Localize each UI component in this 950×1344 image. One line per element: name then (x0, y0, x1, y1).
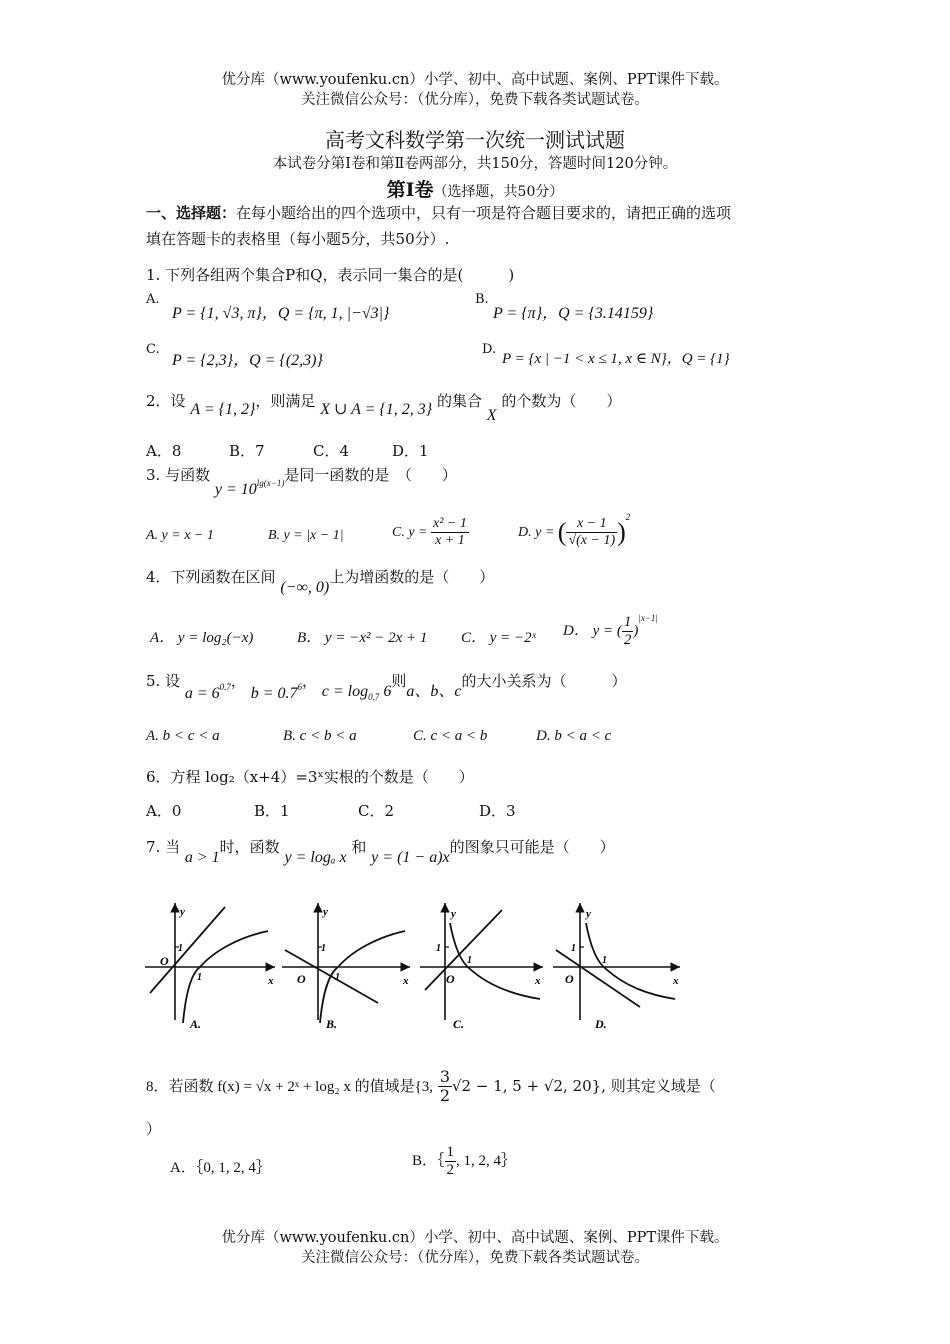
footer-line-1: 优分库（www.youfenku.cn）小学、初中、高中试题、案例、PPT课件下载。 (221, 1230, 729, 1246)
header-line-1: 优分库（www.youfenku.cn）小学、初中、高中试题、案例、PPT课件下载。 (221, 72, 729, 88)
q5-vars: a、b、c (406, 683, 462, 700)
q7-graph-a-origin: O (160, 954, 169, 968)
q3-option-a: A. y = x − 1 (146, 528, 214, 543)
q3-c-label: C. y = (392, 524, 428, 540)
q3-c-fraction (431, 516, 469, 549)
q7-f1: y = logₐ x (284, 849, 347, 866)
q2-expr-2: X ∪ A = {1, 2, 3} (320, 401, 433, 418)
q1-d-expr: P = {x | −1 < x ≤ 1, x ∈ N}，Q = {1} (502, 351, 730, 367)
q2-option-d: D．1 (392, 442, 429, 460)
q7-stem-a: 7. 当 (146, 838, 181, 856)
q8-fraction (438, 1068, 452, 1106)
q3-expr-base: y = 10 (214, 481, 257, 498)
q1-b-label: B. (475, 292, 489, 307)
q3-d-num: x − 1 (566, 516, 617, 533)
q6-stem: 6．方程 log₂（x+4）=3ˣ实根的个数是（ ） (146, 768, 474, 786)
q4-d-tail: ) (633, 623, 639, 640)
q5-option-d: D. b < a < c (536, 728, 612, 744)
q4-stem-a: 4．下列函数在区间 (146, 568, 276, 586)
q4-option-b: B． y = −x² − 2x + 1 (297, 630, 428, 646)
q5-b-exp: 6 (297, 682, 302, 692)
q5-expr-b (250, 682, 302, 702)
q7-graph-a-tick-x: 1 (197, 972, 202, 983)
q7-f2: y = (1 − a)x (371, 849, 450, 866)
q7-graph-d (553, 903, 680, 1031)
q7-graph-b-tick-x: 1 (335, 972, 340, 983)
q3-d-den: √(x − 1) (568, 533, 616, 549)
q7-graph-a-x-label: x (268, 975, 274, 987)
q7-graph-c-label: C. (453, 1017, 465, 1031)
q6-option-c: C．2 (358, 802, 395, 820)
q1-c-label: C. (146, 342, 160, 357)
part1-note: （选择题，共50分） (433, 184, 564, 200)
q3-c-den: x + 1 (435, 533, 465, 549)
q1-b-expr: P = {π}，Q = {3.14159} (493, 305, 654, 322)
q2-expr-1: A = {1, 2} (190, 401, 256, 418)
q5-stem: 5. 设 $a = 6^{0.7}$， $b = 0.7^6$， $c = \log_{0.7} 6$则a、b、c的大小关系为（ ） (146, 672, 627, 702)
q7-graph-d-x-label: x (673, 975, 679, 987)
section1-text1: 在每小题给出的四个选项中，只有一项是符合题目要求的，请把正确的选项 (236, 204, 732, 222)
q8-stem-c: ） (146, 1120, 162, 1138)
q7-stem-d: 的图象只可能是（ ） (449, 838, 615, 856)
q3-expr-sup: lg(x−1) (256, 478, 285, 488)
q7-graph-c-tick-y: 1 (436, 943, 441, 954)
section1-line1 (146, 202, 731, 223)
q4-option-a: A． y = log₂(−x) (150, 630, 254, 646)
q8-b-label: B．｛ (412, 1153, 445, 1170)
q7-graphs (140, 895, 690, 1045)
q3-stem-b: 是同一函数的是 （ ） (284, 466, 457, 484)
q8-stem (146, 1068, 716, 1106)
q7-graph-b-tick-y: 1 (321, 943, 326, 954)
q5-stem-c: 的大小关系为（ ） (461, 672, 627, 690)
q7-graph-c-curve (450, 923, 540, 999)
q2-stem-c: 的集合 (436, 392, 482, 410)
q1-d-label: D. (482, 342, 497, 357)
q2-stem (146, 390, 622, 424)
q7-graph-a-y-label: y (180, 906, 185, 918)
q4-stem (146, 566, 495, 596)
q3-option-c (392, 516, 469, 549)
q8-b-den: 2 (446, 1162, 455, 1179)
q8-frac-den: 2 (439, 1086, 450, 1106)
q5-c-tail: 6 (379, 683, 392, 700)
q3-option-b: B. y = |x − 1| (268, 528, 344, 543)
q4-stem-b: 上为增函数的是（ ） (329, 568, 495, 586)
q7-graph-c-x-label: x (535, 975, 541, 987)
q7-graph-b-origin: O (297, 972, 306, 986)
q8-stem-a: 8．若函数 f(x) = √x + 2ˣ + log₂ x 的值域是{3, (146, 1078, 434, 1095)
q7-graph-d-y-label: y (586, 908, 591, 920)
q7-stem-b: 时，函数 (219, 838, 280, 856)
q5-c-sub: 0.7 (368, 692, 380, 702)
q4-interval: (−∞, 0) (280, 579, 330, 596)
q7-stem (146, 836, 615, 866)
q7-graph-b (282, 903, 410, 1031)
q7-graph-c-origin: O (446, 972, 455, 986)
q7-graph-b-x-label: x (403, 975, 409, 987)
q2-option-a: A．8 (146, 442, 182, 460)
section1-text2: 填在答题卡的表格里（每小题5分，共50分）. (146, 230, 450, 248)
q1-a-expr: P = {1, √3, π}，Q = {π, 1, |−√3|} (172, 305, 390, 322)
q4-d-exp: |x−1| (638, 613, 658, 624)
q2-stem-b: ，则满足 (255, 392, 316, 410)
q5-b-base: b = 0.7 (250, 685, 298, 702)
q8-frac-num: 3 (439, 1067, 450, 1086)
part1-title: 第Ⅰ卷 (386, 179, 434, 201)
q1-c-expr: P = {2,3}，Q = {(2,3)} (172, 352, 323, 369)
q4-option-c: C． y = −2ˣ (461, 630, 536, 646)
part1-heading (0, 175, 950, 202)
q7-stem-c: 和 (351, 838, 367, 856)
q7-graph-d-tick-x: 1 (602, 955, 607, 966)
q3-option-d: D. y = ( $\frac{x - 1}{√(x - 1)}$ )$^2$ (518, 511, 631, 549)
q3-stem-a: 3. 与函数 (146, 466, 211, 484)
q7-graph-d-label: D. (595, 1017, 607, 1031)
q5-option-a: A. b < c < a (146, 728, 220, 744)
header-line-2: 关注微信公众号：（优分库），免费下载各类试题试卷。 (301, 92, 649, 108)
q8-b-fraction (445, 1144, 457, 1180)
subtitle: 本试卷分第Ⅰ卷和第Ⅱ卷两部分，共150分，答题时间120分钟。 (272, 156, 678, 172)
q7-graph-c-y-label: y (451, 908, 456, 920)
q6-option-d: D．3 (479, 802, 516, 820)
q7-graph-a-label: A. (190, 1017, 202, 1031)
q1-stem: 1. 下列各组两个集合P和Q，表示同一集合的是( ) (146, 266, 515, 284)
q2-option-b: B．7 (229, 442, 265, 460)
q6-option-b: B．1 (254, 802, 290, 820)
q5-option-b: B. c < b < a (283, 728, 357, 744)
q4-d-label: D． y = ( (563, 623, 622, 640)
q2-expr-3: X (486, 407, 497, 424)
q7-graph-b-label: B. (326, 1017, 338, 1031)
section1-label: 一、选择题： (146, 204, 237, 222)
q5-expr-a (184, 682, 231, 702)
q7-graph-a-log-curve (183, 931, 268, 1023)
q5-expr-c (322, 683, 392, 700)
q4-option-d (563, 614, 658, 650)
q6-option-a: A．0 (146, 802, 182, 820)
q7-graph-d-curve (586, 923, 675, 999)
q7-graph-d-origin: O (565, 972, 574, 986)
q8-option-a: A．｛0, 1, 2, 4｝ (170, 1160, 271, 1176)
q2-stem-a: 2．设 (146, 392, 186, 410)
q3-expr (214, 478, 285, 498)
q8-option-b (412, 1144, 516, 1180)
q5-a-exp: 0.7 (219, 682, 231, 692)
q3-stem (146, 464, 457, 498)
q8-stem-b: √2 − 1, 5 + √2, 20}, 则其定义域是（ (452, 1076, 716, 1095)
q3-d-label: D. y = (518, 524, 555, 540)
q1-a-label: A. (146, 292, 160, 307)
q7-cond: a > 1 (184, 849, 220, 866)
q7-graph-a-tick-y: 1 (178, 943, 183, 954)
q5-a-base: a = 6 (184, 685, 220, 702)
q4-d-den: 2 (623, 632, 632, 649)
q5-option-c: C. c < a < b (413, 728, 488, 744)
q5-c-base: c = log (321, 683, 369, 700)
q8-b-num: 1 (445, 1144, 457, 1162)
q3-c-num: x² − 1 (431, 516, 469, 533)
q7-graph-a-line (150, 907, 225, 993)
q4-d-num: 1 (622, 614, 634, 632)
q7-graph-d-tick-y: 1 (571, 943, 576, 954)
q2-stem-d: 的个数为（ ） (501, 392, 622, 410)
q7-graph-b-y-label: y (323, 906, 328, 918)
q3-d-fraction (566, 516, 617, 549)
footer-line-2: 关注微信公众号：（优分库），免费下载各类试题试卷。 (301, 1250, 649, 1266)
q3-d-exp: 2 (625, 511, 631, 522)
q2-option-c: C．4 (313, 442, 350, 460)
q4-d-fraction (622, 614, 634, 650)
q5-stem-b: 则 (391, 672, 407, 690)
page-title: 高考文科数学第一次统一测试试题 (325, 128, 625, 152)
q7-graph-c-tick-x: 1 (467, 955, 472, 966)
q8-b-tail: , 1, 2, 4｝ (456, 1153, 517, 1170)
q7-graph-a (145, 903, 275, 1031)
q7-graph-c (420, 903, 543, 1031)
q5-stem-a: 5. 设 (146, 672, 181, 690)
